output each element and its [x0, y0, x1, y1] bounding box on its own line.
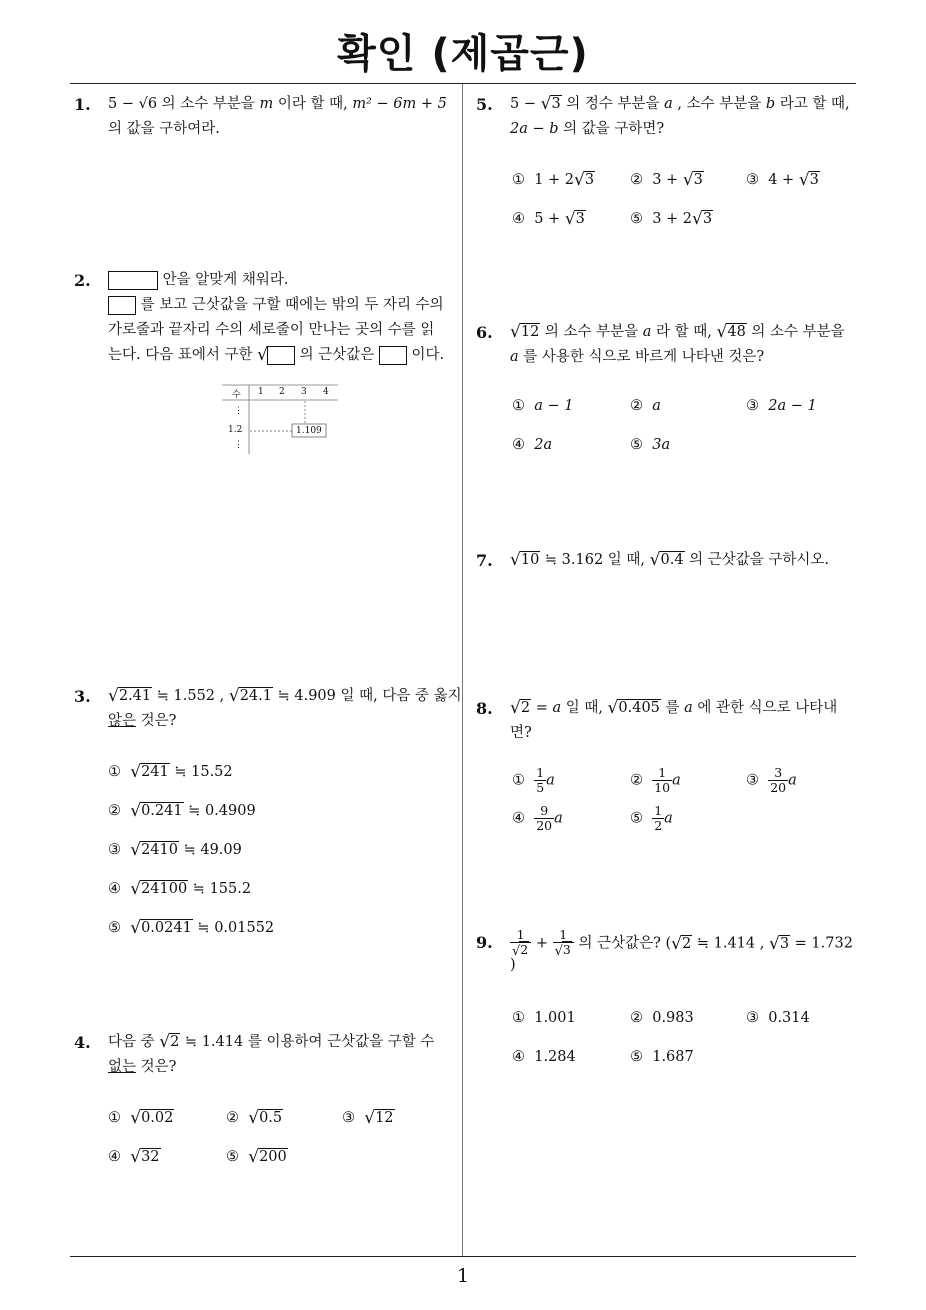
option[interactable]: ⑤ $\frac{1}{2}$ a: [630, 803, 673, 833]
question-text: 라 할 때,: [656, 324, 712, 340]
question-text: 일 때, 다음 중 옳지: [340, 688, 462, 704]
option[interactable]: ③ 0.314: [746, 1010, 810, 1026]
question-6: [476, 320, 845, 370]
option[interactable]: ⑤ √200: [226, 1147, 287, 1167]
question-text: , 소수 부분을: [677, 96, 762, 112]
sqrt-expr: √48: [716, 322, 746, 342]
question-text: 이다.: [411, 347, 445, 363]
option[interactable]: ③ √12: [342, 1108, 394, 1128]
sqrt-expr: √0.405: [607, 698, 660, 718]
expression: m² − 6m + 5: [352, 96, 447, 112]
sqrt-expr: √2: [510, 698, 531, 718]
sqrt-blank: √: [257, 347, 295, 363]
table-header: 수: [232, 390, 241, 400]
sqrt-expr: √3: [540, 94, 561, 114]
sqrt-expr: √2: [671, 933, 692, 954]
question-text: 일 때,: [607, 552, 646, 568]
bottom-rule: [70, 1256, 856, 1257]
question-text: 를: [665, 700, 680, 716]
question-text: 의 값을 구하여라.: [108, 121, 220, 137]
sqrt-expr: √10: [510, 550, 540, 570]
option[interactable]: ② √0.241 ≒ 0.4909: [108, 801, 256, 821]
question-1: [74, 92, 447, 142]
question-5: [476, 92, 850, 142]
question-number: 3.: [74, 687, 91, 706]
question-text: 의 값을 구하면?: [563, 121, 665, 137]
sqrt-expr: √24.1: [228, 686, 272, 706]
value: 1.414: [713, 935, 756, 952]
table-col: 3: [301, 387, 307, 397]
underlined-text: 없는: [108, 1059, 137, 1075]
question-number: 2.: [74, 271, 91, 290]
question-8: [476, 696, 837, 746]
option[interactable]: ① $\frac{1}{5}$ a: [512, 765, 555, 795]
table-col: 2: [279, 387, 285, 397]
question-9: 9. $\frac{1}{√2}$ + $\frac{1}{√3}$ 의 근삿값은? (√2 ≒ 1.414 , √3 = 1.732 ): [476, 928, 853, 978]
option[interactable]: ② 3 + √3: [630, 170, 703, 190]
page-number: 1: [456, 1265, 470, 1287]
square-root-table: [222, 384, 340, 456]
option[interactable]: ⑤ 3 + 2√3: [630, 209, 713, 229]
option[interactable]: ③ 4 + √3: [746, 170, 819, 190]
question-text: 를 보고 근삿값을 구할 때에는 밖의 두 자리 수의: [140, 297, 444, 313]
table-col: 1: [258, 387, 264, 397]
question-text: 이라 할 때,: [277, 96, 348, 112]
sqrt-expr: √12: [510, 322, 540, 342]
question-number: 7.: [476, 551, 493, 570]
page-title: 확인 (제곱근): [337, 31, 589, 77]
question-text: 의 근삿값은? (: [578, 935, 672, 952]
variable: a: [684, 700, 693, 716]
expression: = a: [535, 700, 562, 716]
blank-box: [108, 271, 158, 290]
sqrt-expr: √2.41: [108, 686, 152, 706]
option[interactable]: ② 0.983: [630, 1010, 694, 1026]
sqrt-expr: √0.4: [649, 550, 684, 570]
blank-box: [108, 296, 136, 315]
option[interactable]: ⑤ 3a: [630, 437, 671, 453]
question-text: 에 관한 식으로 나타내: [697, 700, 838, 716]
question-text: 가로줄과 끝자리 수의 세로줄이 만나는 곳의 수를 읽: [108, 322, 435, 338]
table-dots: ⋮: [234, 406, 243, 416]
question-text: 는다. 다음 표에서 구한: [108, 347, 253, 363]
question-text: 다음 중: [108, 1034, 155, 1050]
variable: b: [765, 96, 776, 112]
underlined-text: 않은: [108, 713, 137, 729]
variable: a: [510, 349, 519, 365]
option[interactable]: ④ 2a: [512, 437, 553, 453]
variable: a: [664, 96, 673, 112]
value: 4.909: [294, 688, 336, 704]
question-text: 면?: [510, 725, 532, 741]
expression: 5 −: [510, 96, 536, 112]
blank-box: [379, 346, 407, 365]
question-text: 것은?: [140, 713, 177, 729]
option[interactable]: ① √241 ≒ 15.52: [108, 762, 233, 782]
question-number: 1.: [74, 95, 91, 114]
question-text: 의 근삿값을 구하시오.: [689, 552, 830, 568]
option[interactable]: ① √0.02: [108, 1108, 174, 1128]
value: 1.552: [173, 688, 216, 704]
column-divider: [462, 84, 463, 1256]
table-col: 4: [323, 387, 329, 397]
fraction: $\frac{1}{√3}$: [553, 928, 574, 959]
question-text: 를 사용한 식으로 바르게 나타낸 것은?: [523, 349, 765, 365]
option[interactable]: ④ √24100 ≒ 155.2: [108, 879, 252, 899]
option[interactable]: ⑤ √0.0241 ≒ 0.01552: [108, 918, 275, 938]
expression: 2a − b: [510, 121, 559, 137]
option[interactable]: ④ √32: [108, 1147, 160, 1167]
option[interactable]: ④ 5 + √3: [512, 209, 585, 229]
option[interactable]: ② a: [630, 398, 661, 414]
question-text: 의 소수 부분을: [544, 324, 639, 340]
value: 1.732: [811, 935, 853, 952]
question-text: 안을 알맞게 채워라.: [162, 272, 289, 288]
table-cell: 1.109: [296, 426, 322, 436]
option[interactable]: ③ √2410 ≒ 49.09: [108, 840, 242, 860]
option[interactable]: ④ 1.284: [512, 1049, 576, 1065]
question-text: 의 소수 부분을: [161, 96, 255, 112]
question-text: 의 근삿값은: [299, 347, 375, 363]
option[interactable]: ① 1 + 2√3: [512, 170, 595, 190]
variable: a: [642, 324, 652, 340]
option[interactable]: ② $\frac{1}{10}$ a: [630, 765, 681, 795]
sqrt-expr: √2: [159, 1032, 180, 1052]
table-row-label: 1.2: [228, 425, 243, 435]
question-text: 를 이용하여 근삿값을 구할 수: [247, 1034, 435, 1050]
question-text: 일 때,: [565, 700, 603, 716]
question-4: 4. 다음 중 √2 ≒ 1.414 를 이용하여 근삿값을 구할 수 없는 것은?: [74, 1032, 435, 1075]
question-number: 4.: [74, 1033, 91, 1052]
option[interactable]: ② √0.5: [226, 1108, 283, 1128]
option[interactable]: ③ $\frac{3}{20}$ a: [746, 765, 797, 795]
option[interactable]: ④ $\frac{9}{20}$ a: [512, 803, 563, 833]
question-number: 9.: [476, 933, 493, 952]
value: 1.414: [201, 1034, 244, 1050]
operator: +: [535, 935, 549, 952]
table-dots: ⋮: [234, 440, 243, 450]
question-7: 7. √10 ≒ 3.162 일 때, √0.4 의 근삿값을 구하시오.: [476, 548, 829, 573]
top-rule: [70, 83, 856, 84]
question-text: 것은?: [140, 1059, 177, 1075]
value: 3.162: [561, 552, 604, 568]
question-number: 6.: [476, 323, 493, 342]
question-number: 5.: [476, 95, 493, 114]
question-text: 라고 할 때,: [779, 96, 850, 112]
option[interactable]: ③ 2a − 1: [746, 398, 817, 414]
option[interactable]: ⑤ 1.687: [630, 1049, 694, 1065]
sqrt-expr: √3: [768, 933, 790, 954]
question-3: 3. √2.41 ≒ 1.552 , √24.1 ≒ 4.909 일 때, 다음 중 옳지 않은 것은?: [74, 686, 462, 729]
expression: 5 − √6: [108, 96, 158, 112]
fraction: $\frac{1}{√2}$: [510, 928, 531, 959]
option[interactable]: ① 1.001: [512, 1010, 576, 1026]
question-text: 의 정수 부분을: [566, 96, 660, 112]
question-text: ): [510, 957, 516, 973]
question-number: 8.: [476, 699, 493, 718]
question-text: 의 소수 부분을: [751, 324, 845, 340]
variable: m: [259, 96, 274, 112]
question-2: [74, 268, 444, 368]
option[interactable]: ① a − 1: [512, 398, 574, 414]
